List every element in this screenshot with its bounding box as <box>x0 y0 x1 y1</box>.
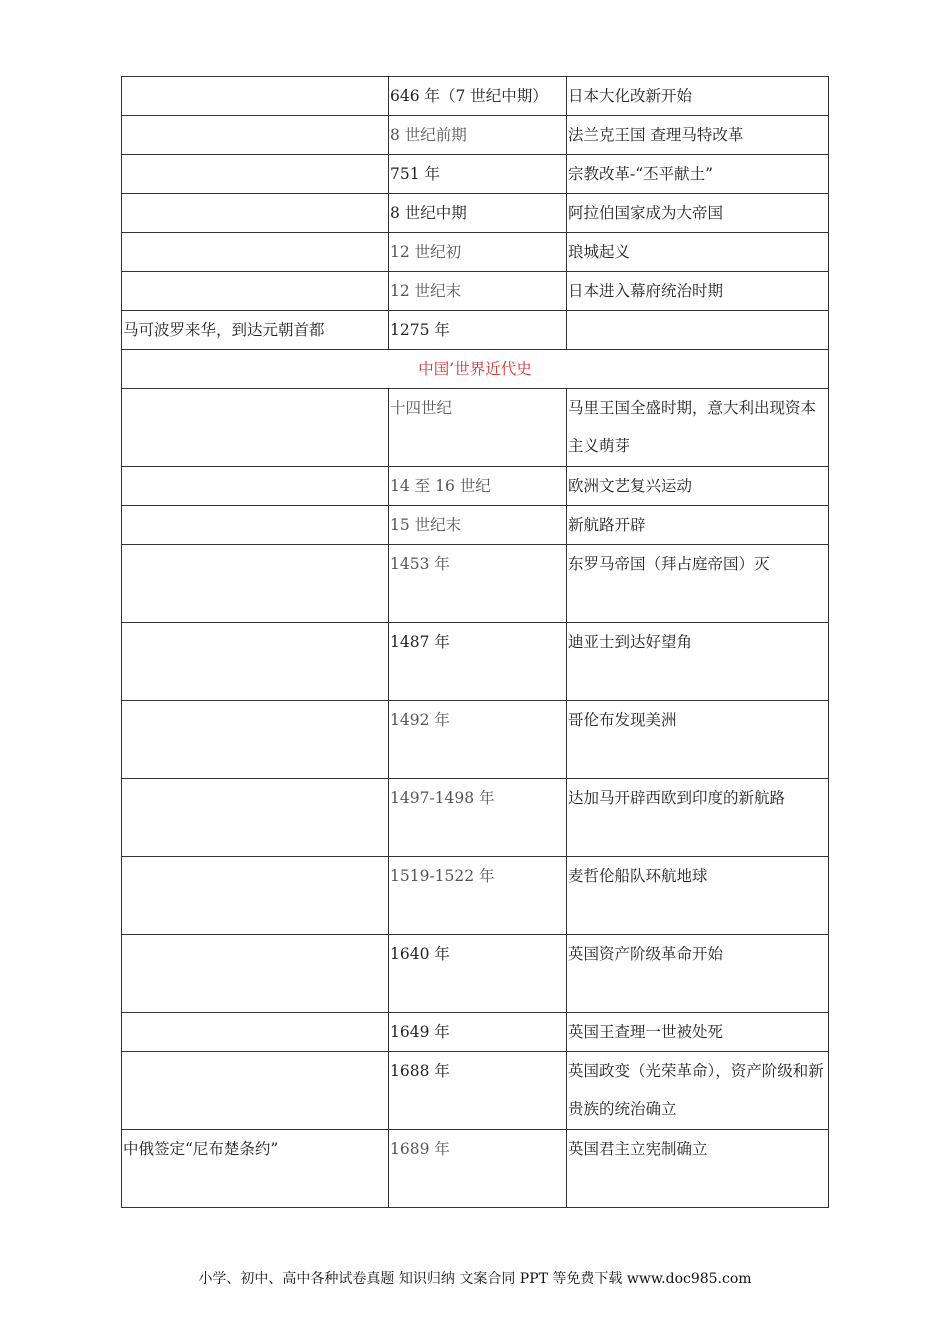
china-event-cell <box>122 116 389 155</box>
china-event-cell <box>122 701 389 779</box>
world-event-cell: 哥伦布发现美洲 <box>567 701 829 779</box>
date-cell: 1492 年 <box>389 701 567 779</box>
table-row <box>122 779 829 857</box>
world-event-cell: 宗教改革-“丕平献土” <box>567 155 829 194</box>
table-row <box>122 311 829 350</box>
world-event-cell: 英国政变（光荣革命），资产阶级和新贵族的统治确立 <box>567 1052 829 1130</box>
section-header-row <box>122 350 829 389</box>
china-event-cell <box>122 389 389 467</box>
date-cell: 751 年 <box>389 155 567 194</box>
world-event-cell: 日本进入幕府统治时期 <box>567 272 829 311</box>
section-title: 中国’世界近代史 <box>122 350 829 389</box>
table-row <box>122 506 829 545</box>
date-cell: 十四世纪 <box>389 389 567 467</box>
china-event-cell <box>122 857 389 935</box>
china-event-cell <box>122 233 389 272</box>
date-cell: 1640 年 <box>389 935 567 1013</box>
china-event-cell <box>122 1013 389 1052</box>
date-cell: 14 至 16 世纪 <box>389 467 567 506</box>
china-event-cell <box>122 545 389 623</box>
table-row <box>122 467 829 506</box>
date-cell: 646 年（7 世纪中期） <box>389 77 567 116</box>
china-event-cell <box>122 77 389 116</box>
world-event-cell: 欧洲文艺复兴运动 <box>567 467 829 506</box>
world-event-cell: 迪亚士到达好望角 <box>567 623 829 701</box>
date-cell: 8 世纪前期 <box>389 116 567 155</box>
date-cell: 15 世纪末 <box>389 506 567 545</box>
table-row <box>122 1130 829 1208</box>
world-event-cell: 日本大化改新开始 <box>567 77 829 116</box>
world-event-cell: 英国君主立宪制确立 <box>567 1130 829 1208</box>
china-event-cell <box>122 467 389 506</box>
world-event-cell: 东罗马帝国（拜占庭帝国）灭 <box>567 545 829 623</box>
world-event-cell: 马里王国全盛时期，意大利出现资本主义萌芽 <box>567 389 829 467</box>
world-event-cell: 法兰克王国 查理马特改革 <box>567 116 829 155</box>
world-event-cell: 英国王查理一世被处死 <box>567 1013 829 1052</box>
world-event-cell: 麦哲伦船队环航地球 <box>567 857 829 935</box>
date-cell: 1649 年 <box>389 1013 567 1052</box>
table-row <box>122 233 829 272</box>
table-row <box>122 389 829 467</box>
china-event-cell: 马可波罗来华，到达元朝首都 <box>122 311 389 350</box>
date-cell: 1519-1522 年 <box>389 857 567 935</box>
date-cell: 1689 年 <box>389 1130 567 1208</box>
china-event-cell <box>122 1052 389 1130</box>
world-event-cell: 阿拉伯国家成为大帝国 <box>567 194 829 233</box>
date-cell: 1275 年 <box>389 311 567 350</box>
china-event-cell <box>122 506 389 545</box>
date-cell: 12 世纪末 <box>389 272 567 311</box>
table-row <box>122 272 829 311</box>
world-event-cell: 琅城起义 <box>567 233 829 272</box>
table-row <box>122 935 829 1013</box>
date-cell: 1487 年 <box>389 623 567 701</box>
table-row <box>122 1013 829 1052</box>
china-event-cell <box>122 779 389 857</box>
table-row <box>122 545 829 623</box>
world-event-cell <box>567 311 829 350</box>
china-event-cell <box>122 623 389 701</box>
date-cell: 1453 年 <box>389 545 567 623</box>
date-cell: 12 世纪初 <box>389 233 567 272</box>
footer-download-notice: 小学、初中、高中各种试卷真题 知识归纳 文案合同 PPT 等免费下载 www.doc985.com <box>198 1271 752 1287</box>
history-timeline-table <box>121 76 829 1208</box>
date-cell: 1497-1498 年 <box>389 779 567 857</box>
table-row <box>122 116 829 155</box>
table-row <box>122 77 829 116</box>
date-cell: 8 世纪中期 <box>389 194 567 233</box>
table-row <box>122 701 829 779</box>
china-event-cell <box>122 935 389 1013</box>
table-row <box>122 155 829 194</box>
china-event-cell <box>122 272 389 311</box>
world-event-cell: 新航路开辟 <box>567 506 829 545</box>
world-event-cell: 达加马开辟西欧到印度的新航路 <box>567 779 829 857</box>
table-row <box>122 1052 829 1130</box>
table-row <box>122 194 829 233</box>
china-event-cell <box>122 155 389 194</box>
table-row <box>122 857 829 935</box>
china-event-cell: 中俄签定“尼布楚条约” <box>122 1130 389 1208</box>
date-cell: 1688 年 <box>389 1052 567 1130</box>
china-event-cell <box>122 194 389 233</box>
table-row <box>122 623 829 701</box>
world-event-cell: 英国资产阶级革命开始 <box>567 935 829 1013</box>
